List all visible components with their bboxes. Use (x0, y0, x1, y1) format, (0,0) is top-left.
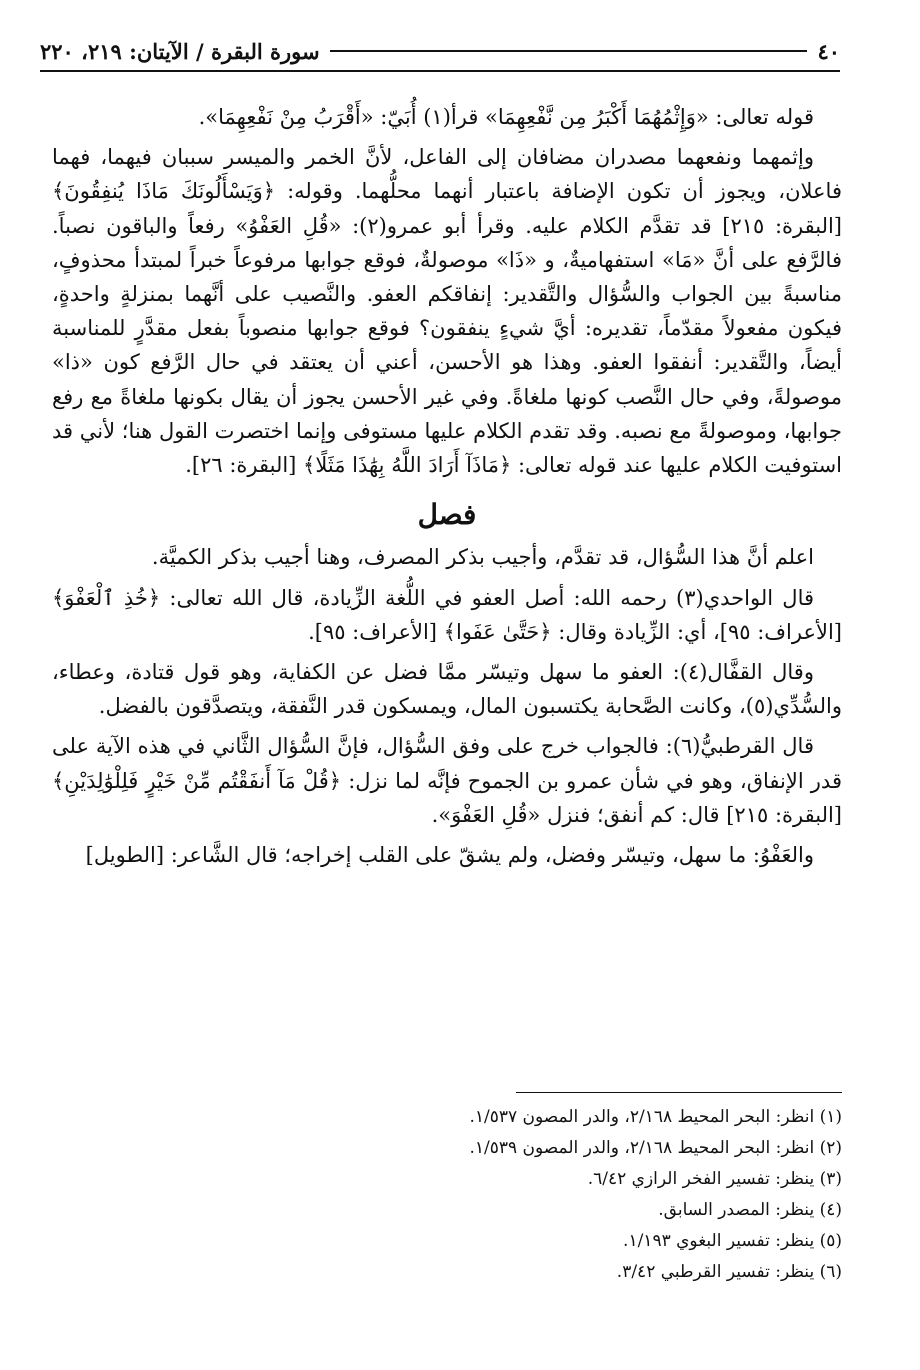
paragraph: وقال القفَّال(٤): العفو ما سهل وتيسّر ممَّا فضل عن الكفاية، وهو قول قتادة، وعطاء، والسُّدِّي(٥)، وكانت الصَّحابة يكتسبون المال، ويمسكون قدر النَّفقة، ويتصدَّقون بالفضل. (52, 660, 842, 719)
running-title: سورة البقرة / الآيتان: ٢١٩، ٢٢٠ (40, 38, 320, 64)
header-divider (40, 70, 840, 72)
paragraph: قوله تعالى: «وَإِثْمُهُمَا أَكْبَرُ مِن نَّفْعِهِمَا» قرأ(١) أُبَيّ: «أَقْرَبُ مِنْ نَفْعِهِمَا». (198, 105, 814, 129)
footnote-divider (516, 1092, 842, 1093)
footnote: (١) انظر: البحر المحيط ٢/١٦٨، والدر المصون ١/٥٣٧. (469, 1107, 842, 1127)
footnote: (٢) انظر: البحر المحيط ٢/١٦٨، والدر المصون ١/٥٣٩. (469, 1138, 842, 1158)
paragraph: قال القرطبيُّ(٦): فالجواب خرج على وفق السُّؤال، فإنَّ السُّؤال الثَّاني في هذه الآية على قدر الإنفاق، وهو في شأن عمرو بن الجموح فإنَّه لما نزل: ﴿قُلْ مَآ أَنفَقْتُم مِّنْ خَيْرٍ فَلِلْوَٰلِدَيْنِ﴾ [البقرة: ٢١٥] قال: كم أنفق؛ فنزل «قُلِ العَفْوَ». (52, 734, 842, 827)
footnote: (٤) ينظر: المصدر السابق. (658, 1200, 842, 1220)
paragraph: قال الواحدي(٣) رحمه الله: أصل العفو في اللُّغة الزِّيادة، قال الله تعالى: ﴿خُذِ ٱلْعَفْوَ﴾ [الأعراف: ٩٥]، أي: الزِّيادة وقال: ﴿حَتَّىٰ عَفَوا﴾ [الأعراف: ٩٥]. (52, 585, 842, 644)
page-number: ٤٠ (817, 38, 840, 64)
footnote: (٥) ينظر: تفسير البغوي ١/١٩٣. (623, 1231, 842, 1251)
main-text (52, 100, 842, 878)
paragraph: والعَفْوُ: ما سهل، وتيسّر وفضل، ولم يشقّ على القلب إخراجه؛ قال الشَّاعر: [الطويل] (85, 843, 814, 868)
header-rule (330, 50, 808, 52)
footnote: (٣) ينظر: تفسير الفخر الرازي ٦/٤٢. (587, 1169, 842, 1189)
page-header (40, 34, 840, 68)
footnotes (52, 1102, 842, 1288)
paragraph: وإثمهما ونفعهما مصدران مضافان إلى الفاعل، لأنَّ الخمر والميسر سببان فيهما، فهما فاعلان، ويجوز أن تكون الإضافة باعتبار أنهما محلُّهما. وقوله: ﴿وَيَسْأَلُونَكَ مَاذَا يُنفِقُونَ﴾ [البقرة: ٢١٥] قد تقدَّم الكلام عليه. وقرأ أبو عمرو(٢): «قُلِ العَفْوُ» رفعاً والباقون نصباً. فالرَّفع على أنَّ «مَا» استفهاميةٌ، و «ذَا» موصولةٌ، فوقع جوابها مرفوعاً خبراً لمبتدأ محذوفٍ، مناسبةً بين الجواب والسُّؤال والتَّقدير: إنفاقكم العفو. والنَّصيب على أنَّهما بمنزلةٍ واحدةٍ، فيكون مفعولاً مقدّماً، تقديره: أيَّ شيءٍ ينفقون؟ فوقع جوابها منصوباً بفعل مقدَّرٍ للمناسبة أيضاً، والتَّقدير: أنفقوا العفو. وهذا هو الأحسن، أعني أن يعتقد في حال الرَّفع كون «ذا» موصولةً، وفي حال النَّصب كونها ملغاةً. وفي غير الأحسن يجوز أن يقال بكونها ملغاةً مع رفع جوابها، وموصولةً مع نصبه. وقد تقدم الكلام عليها مستوفى وإنما اختصرت القول هنا؛ لأني قد استوفيت الكلام عليها عند قوله تعالى: ﴿مَاذَآ أَرَادَ اللَّهُ بِهَٰذَا مَثَلًا﴾ [البقرة: ٢٦]. (52, 145, 843, 478)
footnote: (٦) ينظر: تفسير القرطبي ٣/٤٢. (616, 1262, 842, 1282)
paragraph: اعلم أنَّ هذا السُّؤال، قد تقدَّم، وأجيب بذكر المصرف، وهنا أجيب بذكر الكميَّة. (151, 545, 814, 570)
section-title: فصل (417, 498, 477, 532)
